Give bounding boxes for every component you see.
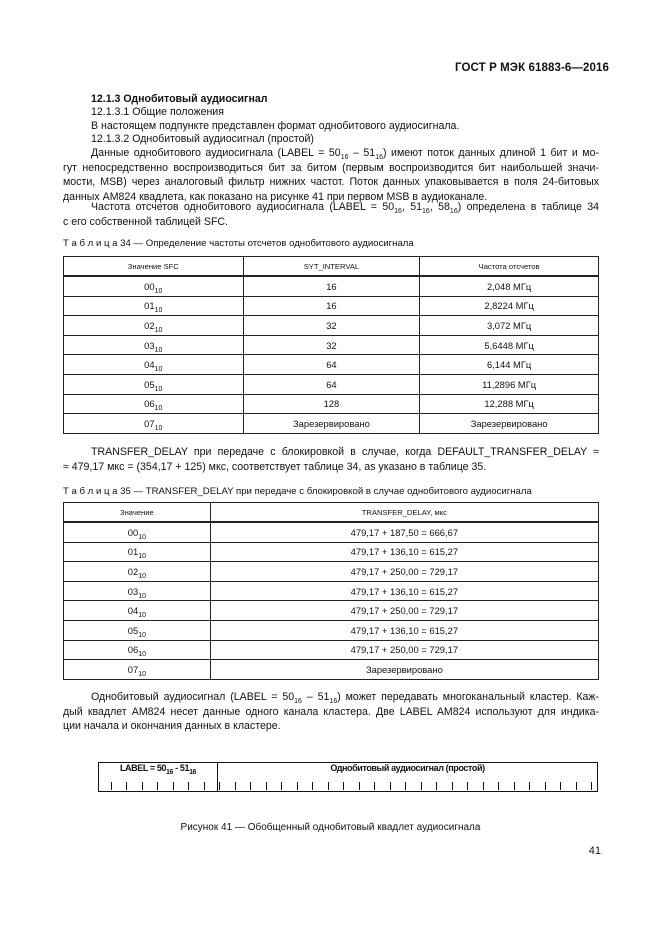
bit-tick <box>219 782 220 790</box>
bit-tick <box>560 782 561 790</box>
table34-cell: 32 <box>243 316 420 336</box>
table34-cell: $05_{10}$ <box>64 374 244 394</box>
bit-tick <box>374 782 375 790</box>
table34-cell: 6,144 МГц <box>420 355 599 375</box>
table34-cell: $03_{10}$ <box>64 335 244 355</box>
table-row <box>64 276 599 296</box>
bit-tick <box>204 782 205 790</box>
table35-cell: 479,17 + 136,10 = 615,27 <box>210 581 598 601</box>
bit-tick <box>297 782 298 790</box>
table-row <box>64 640 599 660</box>
bit-tick <box>545 782 546 790</box>
table35-cell: 479,17 + 136,10 = 615,27 <box>210 542 598 562</box>
table34-caption: Т а б л и ц а 34 — Определение частоты отсчетов однобитового аудиосигнала <box>63 238 414 249</box>
table34-cell: 64 <box>243 374 420 394</box>
bit-tick <box>576 782 577 790</box>
table34-header-sfc: Значение SFC <box>64 257 244 277</box>
data-field: Однобитовый аудиосигнал (простой) <box>330 763 485 773</box>
table34-cell: $00_{10}$ <box>64 276 244 296</box>
table-35 <box>63 502 599 680</box>
table-34 <box>63 256 599 434</box>
table35-cell: $06_{10}$ <box>64 640 211 660</box>
paragraph-multichannel: Однобитовый аудиосигнал (LABEL = $50_{16} - 51_{16}$) может передавать многоканальный кластер. Каж- дый квадлет AM824 несет данные одного канала кластера. Две LABEL AM824 используют для индика- ции начала и окончания данных в кластере. <box>63 691 599 733</box>
table-row <box>64 542 599 562</box>
table-row <box>64 562 599 582</box>
table-row <box>64 414 599 434</box>
table35-cell: 479,17 + 136,10 = 615,27 <box>210 620 598 640</box>
table35-cell: Зарезервировано <box>210 660 598 680</box>
table-row <box>64 296 599 316</box>
bit-tick <box>281 782 282 790</box>
table35-cell: 479,17 + 187,50 = 666,67 <box>210 522 598 542</box>
table34-header-freq: Частота отсчетов <box>420 257 599 277</box>
bit-tick <box>250 782 251 790</box>
bit-tick <box>126 782 127 790</box>
table34-cell: $06_{10}$ <box>64 394 244 414</box>
table35-cell: $02_{10}$ <box>64 562 211 582</box>
table35-cell: $03_{10}$ <box>64 581 211 601</box>
table34-cell: $01_{10}$ <box>64 296 244 316</box>
bit-tick <box>328 782 329 790</box>
subsection-simple: 12.1.3.2 Однобитовый аудиосигнал (простой) <box>91 133 314 145</box>
table-row <box>64 394 599 414</box>
bit-tick <box>436 782 437 790</box>
table34-cell: 2,048 МГц <box>420 276 599 296</box>
table-row <box>64 374 599 394</box>
bit-tick <box>405 782 406 790</box>
bit-tick <box>266 782 267 790</box>
section-heading: 12.1.3 Однобитовый аудиосигнал <box>91 93 268 105</box>
quadlet-figure <box>98 762 598 792</box>
bit-tick <box>173 782 174 790</box>
bit-tick <box>157 782 158 790</box>
paragraph-bitstream: Данные однобитового аудиосигнала (LABEL = $50_{16} - 51_{16}$) имеют поток данных длиной 1 бит и мо- гут непосредственно воспроизводиться бит за битом (первым воспроизводится бит наибольшей значи- мости, MSB) через аналоговый фильтр нижних частот. Поток данных упаковывается в поля 24-битовых данных AM824 квадлета, как показано на рисунке 41 при первом MSB в аудиоканале. <box>63 147 599 203</box>
bit-tick <box>452 782 453 790</box>
table34-cell: Зарезервировано <box>243 414 420 434</box>
bit-tick <box>188 782 189 790</box>
table34-cell: 3,072 МГц <box>420 316 599 336</box>
table34-cell: $07_{10}$ <box>64 414 244 434</box>
table-row <box>64 620 599 640</box>
bit-tick <box>498 782 499 790</box>
bit-tick <box>390 782 391 790</box>
paragraph-sample-rate: Частота отсчетов однобитового аудиосигнала (LABEL = $50_{16}$, $51_{16}$, $58_{16}$) определена в таблице 34 с его собственной таблицей SFC. <box>63 201 599 228</box>
table34-cell: 12,288 МГц <box>420 394 599 414</box>
page-number: 41 <box>588 845 601 857</box>
table34-cell: 32 <box>243 335 420 355</box>
document-header: ГОСТ Р МЭК 61883-6—2016 <box>455 62 609 74</box>
table34-cell: 5,6448 МГц <box>420 335 599 355</box>
table34-cell: 128 <box>243 394 420 414</box>
bit-tick <box>421 782 422 790</box>
table34-cell: $04_{10}$ <box>64 355 244 375</box>
table34-cell: 16 <box>243 296 420 316</box>
table35-cell: 479,17 + 250,00 = 729,17 <box>210 640 598 660</box>
bit-tick <box>343 782 344 790</box>
subsection-general: 12.1.3.1 Общие положения <box>91 106 224 118</box>
table34-cell: 64 <box>243 355 420 375</box>
label-field: LABEL = $50_{16} - 51_{16}$ <box>119 763 197 776</box>
table35-cell: 479,17 + 250,00 = 729,17 <box>210 601 598 621</box>
bit-tick <box>467 782 468 790</box>
table35-cell: $07_{10}$ <box>64 660 211 680</box>
table35-cell: $04_{10}$ <box>64 601 211 621</box>
table35-cell: $01_{10}$ <box>64 542 211 562</box>
bit-tick <box>111 782 112 790</box>
table-row <box>64 335 599 355</box>
table35-cell: 479,17 + 250,00 = 729,17 <box>210 562 598 582</box>
table34-cell: 16 <box>243 276 420 296</box>
subsection-general-text: В настоящем подпункте представлен формат однобитового аудиосигнала. <box>91 120 460 132</box>
table-row <box>64 660 599 680</box>
table35-caption: Т а б л и ц а 35 — TRANSFER_DELAY при передаче с блокировкой в случае однобитового аудиосигнала <box>63 486 532 497</box>
table34-header-syt: SYT_INTERVAL <box>243 257 420 277</box>
table34-cell: $02_{10}$ <box>64 316 244 336</box>
table-row <box>64 601 599 621</box>
table35-header-delay: TRANSFER_DELAY, мкс <box>210 503 598 523</box>
bit-tick <box>235 782 236 790</box>
table35-cell: $05_{10}$ <box>64 620 211 640</box>
bit-tick <box>591 782 592 790</box>
table-row <box>64 355 599 375</box>
table35-header-value: Значение <box>64 503 211 523</box>
table-row <box>64 522 599 542</box>
paragraph-transfer-delay: TRANSFER_DELAY при передаче с блокировкой в случае, когда DEFAULT_TRANSFER_DELAY ≈ ≈ 479,17 мкс = (354,17 + 125) мкс, соответствует таблице 34, as указано в таблице 35. <box>63 446 599 473</box>
bit-tick <box>359 782 360 790</box>
bit-tick <box>529 782 530 790</box>
table34-cell: 2,8224 МГц <box>420 296 599 316</box>
bit-tick <box>312 782 313 790</box>
table35-cell: $00_{10}$ <box>64 522 211 542</box>
table-row <box>64 316 599 336</box>
table-row <box>64 581 599 601</box>
bit-tick <box>514 782 515 790</box>
bit-tick <box>142 782 143 790</box>
figure-caption: Рисунок 41 — Обобщенный однобитовый квадлет аудиосигнала <box>180 822 481 833</box>
table34-cell: Зарезервировано <box>420 414 599 434</box>
bit-tick <box>483 782 484 790</box>
table34-cell: 11,2896 МГц <box>420 374 599 394</box>
